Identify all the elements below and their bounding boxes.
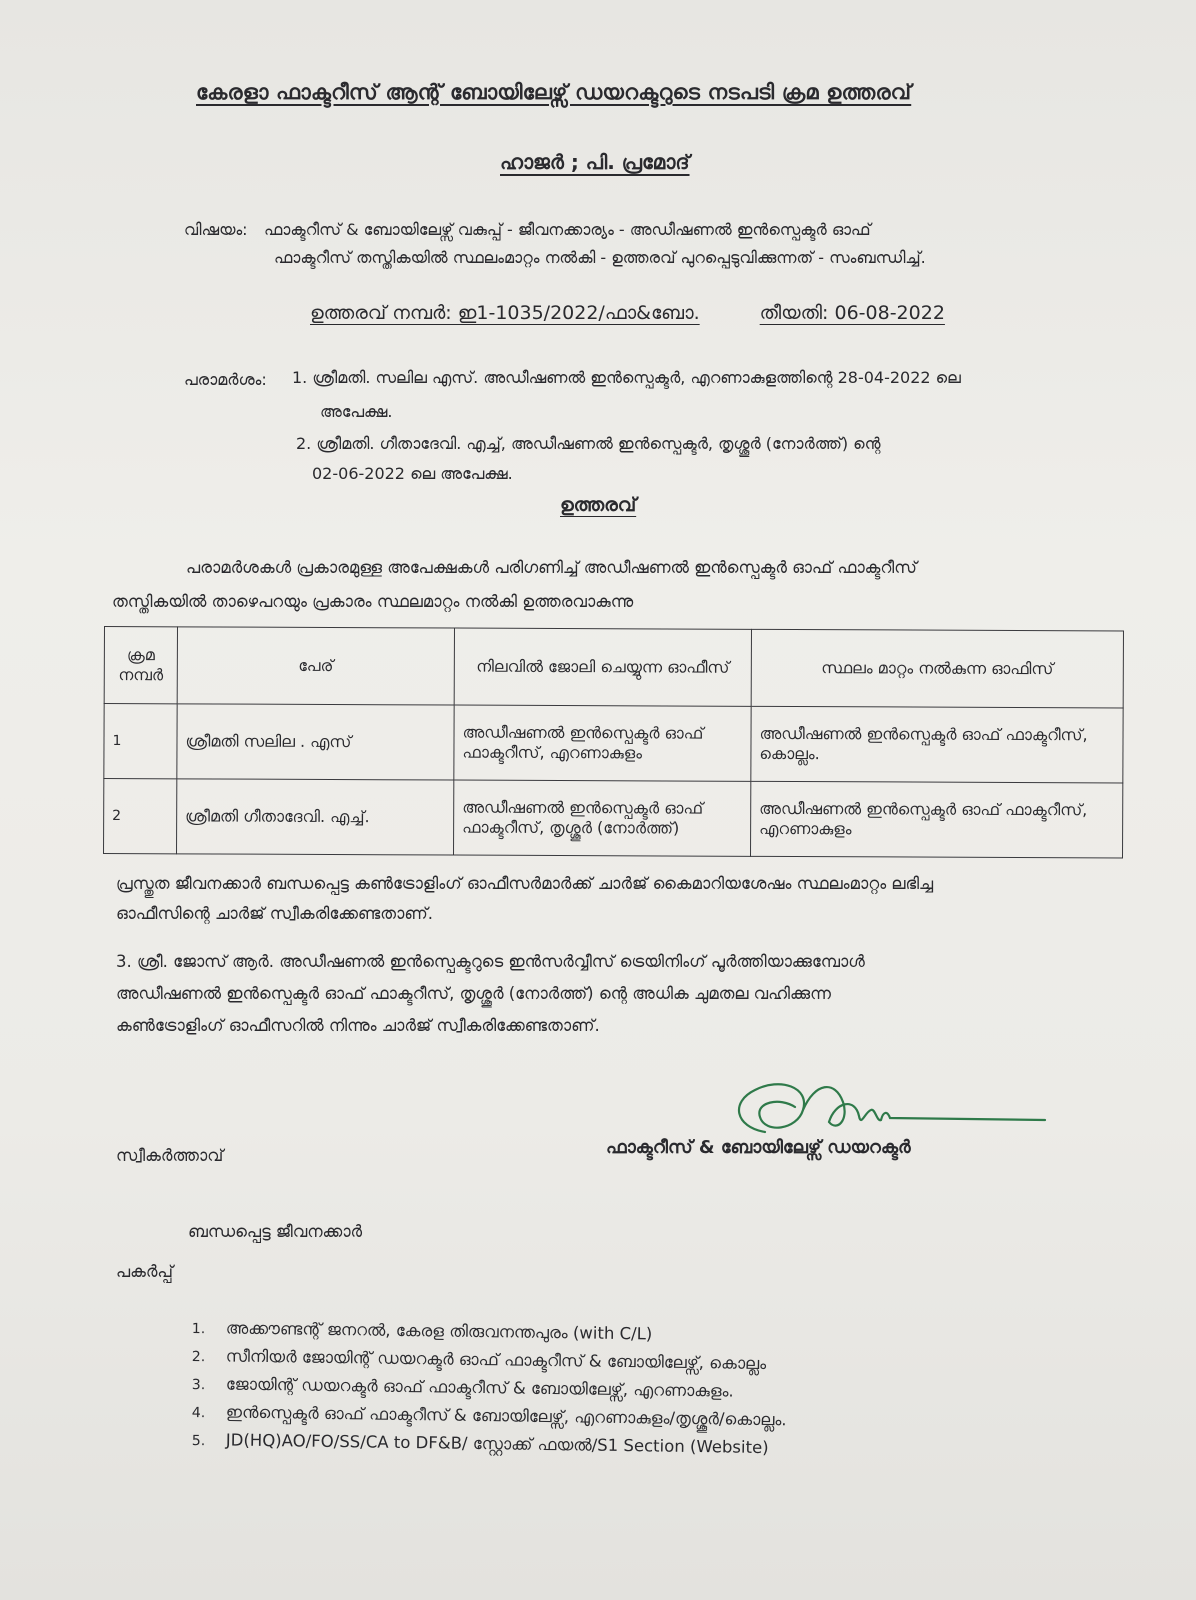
header-transfer-office: സ്ഥലം മാറ്റം നല്‍കുന്ന ഓഫിസ് xyxy=(751,629,1123,708)
header-current-office: നിലവില്‍ ജോലി ചെയ്യുന്ന ഓഫീസ് xyxy=(454,628,751,706)
reference-1-line-1: 1. ശ്രീമതി. സലില എസ്. അഡീഷണല്‍ ഇന്‍സ്പെക്ടര്‍, എറണാകുളത്തിന്റെ 28-04-2022 ലെ xyxy=(292,368,961,387)
document-title: കേരളാ ഫാക്ടറീസ് ആന്റ് ബോയിലേഴ്സ് ഡയറക്ടറുടെ നടപടി ക്രമ ഉത്തരവ് xyxy=(196,80,912,104)
table-row xyxy=(104,704,1123,783)
transfer-table xyxy=(103,626,1124,858)
row-name: ശ്രീമതി സലില . എസ് xyxy=(177,704,454,780)
order-number-line xyxy=(310,302,945,324)
para-3-line-2: അഡീഷണല്‍ ഇന്‍സ്പെക്ടര്‍ ഓഫ് ഫാക്ടറീസ്, തൃശ്ശൂര്‍ (നോര്‍ത്ത്) ന്റെ അധിക ചുമതല വഹിക്കുന്ന xyxy=(116,984,831,1003)
para-3-line-3: കണ്‍ട്രോളിംഗ് ഓഫീസറില്‍ നിന്നും ചാര്‍ജ് സ്വീകരിക്കേണ്ടതാണ്. xyxy=(116,1016,600,1035)
row-serial: 1 xyxy=(104,704,177,779)
row-current-office: അഡീഷണല്‍ ഇന്‍സ്പെക്ടര്‍ ഓഫ് ഫാക്ടറീസ്, എറണാകുളം xyxy=(454,705,751,781)
row-serial: 2 xyxy=(104,779,177,854)
header-serial: ക്രമ നമ്പര്‍ xyxy=(104,627,177,704)
row-transfer-office: അഡീഷണല്‍ ഇന്‍സ്പെക്ടര്‍ ഓഫ് ഫാക്ടറീസ്, എറണാകുളം xyxy=(751,781,1123,858)
table-header-row xyxy=(104,627,1123,708)
list-item: 4. ഇന്‍സ്പെക്ടര്‍ ഓഫ് ഫാക്ടറീസ് & ബോയിലേഴ്സ്, എറണാകുളം/തൃശ്ശൂര്‍/കൊല്ലം. xyxy=(191,1402,787,1430)
para-3-line-1: 3. ശ്രീ. ജോസ് ആര്‍. അഡീഷണല്‍ ഇന്‍സ്പെക്ടറുടെ ഇന്‍സര്‍വ്വീസ് ട്രെയിനിംഗ് പൂര്‍ത്തിയാക്കുമ്പോള്‍ xyxy=(116,952,865,971)
recipient-label: സ്വീകര്‍ത്താവ് xyxy=(116,1146,224,1165)
para-1-line-2: തസ്തികയില്‍ താഴെപറയും പ്രകാരം സ്ഥലമാറ്റം നല്‍കി ഉത്തരവാകുന്നു xyxy=(112,592,634,611)
table-row xyxy=(104,779,1123,858)
reference-2-line-2: 02-06-2022 ലെ അപേക്ഷ. xyxy=(312,464,513,483)
copy-label: പകര്‍പ്പ് xyxy=(116,1262,173,1281)
signatory-title: ഫാക്ടറീസ് & ബോയിലേഴ്സ് ഡയറക്ടര്‍ xyxy=(606,1137,911,1158)
para-1-line-1: പരാമര്‍ശകള്‍ പ്രകാരമുള്ള അപേക്ഷകള്‍ പരിഗണിച്ച് അഡീഷണല്‍ ഇന്‍സ്പെക്ടര്‍ ഓഫ് ഫാക്ടറീസ് xyxy=(186,558,917,577)
row-name: ശ്രീമതി ഗീതാദേവി. എച്ച്. xyxy=(177,779,454,855)
row-transfer-office: അഡീഷണല്‍ ഇന്‍സ്പെക്ടര്‍ ഓഫ് ഫാക്ടറീസ്, കൊല്ലം. xyxy=(751,706,1123,783)
list-item: 1. അക്കൗണ്ടന്റ് ജനറല്‍, കേരള തിരുവനന്തപുരം (with C/L) xyxy=(191,1318,653,1344)
subject-line-1: ഫാക്ടറീസ് & ബോയിലേഴ്സ് വകുപ്പ് - ജീവനക്കാര്യം - അഡീഷണല്‍ ഇന്‍സ്പെക്ടര്‍ ഓഫ് xyxy=(264,220,871,239)
reference-2-line-1: 2. ശ്രീമതി. ഗീതാദേവി. എച്ച്, അഡീഷണല്‍ ഇന്‍സ്പെക്ടര്‍, തൃശ്ശൂര്‍ (നോര്‍ത്ത്) ന്റെ xyxy=(296,434,881,453)
row-current-office: അഡീഷണല്‍ ഇന്‍സ്പെക്ടര്‍ ഓഫ് ഫാക്ടറീസ്, തൃശ്ശൂര്‍ (നോര്‍ത്ത്) xyxy=(454,780,751,856)
present-officer: ഹാജര്‍ ; പി. പ്രമോദ് xyxy=(500,150,690,174)
reference-1-line-2: അപേക്ഷ. xyxy=(320,402,393,421)
list-item: 2. സീനിയര്‍ ജോയിന്റ് ഡയറക്ടര്‍ ഓഫ് ഫാക്ടറീസ് & ബോയിലേഴ്സ്, കൊല്ലം xyxy=(191,1346,767,1374)
subject-line-2: ഫാക്ടറീസ് തസ്തികയില്‍ സ്ഥലംമാറ്റം നല്‍കി - ഉത്തരവ് പുറപ്പെടുവിക്കുന്നത് - സംബന്ധിച്ച്. xyxy=(274,248,926,267)
order-heading: ഉത്തരവ് xyxy=(560,494,637,516)
para-2-line-1: പ്രസ്തുത ജീവനക്കാര്‍ ബന്ധപ്പെട്ട കണ്‍ട്രോളിംഗ് ഓഫീസര്‍മാര്‍ക്ക് ചാര്‍ജ് കൈമാറിയശേഷം സ്ഥലംമാറ്റം ലഭിച്ച xyxy=(116,874,934,893)
reference-label: പരാമര്‍ശം: xyxy=(184,370,267,389)
recipient: ബന്ധപ്പെട്ട ജീവനക്കാര്‍ xyxy=(188,1222,363,1241)
subject-label: വിഷയം: xyxy=(184,220,248,239)
order-date: തീയതി: 06-08-2022 xyxy=(759,302,945,324)
header-name: പേര് xyxy=(177,627,454,705)
list-item: 3. ജോയിന്റ് ഡയറക്ടര്‍ ഓഫ് ഫാക്ടറീസ് & ബോയിലേഴ്സ്, എറണാകുളം. xyxy=(191,1374,734,1401)
list-item: 5. JD(HQ)AO/FO/SS/CA to DF&B/ സ്റ്റോക്ക് ഫയല്‍/S1 Section (Website) xyxy=(191,1430,769,1458)
para-2-line-2: ഓഫീസിന്റെ ചാര്‍ജ് സ്വീകരിക്കേണ്ടതാണ്. xyxy=(116,904,433,923)
order-number: ഉത്തരവ് നമ്പര്‍: ഇ1-1035/2022/ഫാ&ബോ. xyxy=(310,302,700,324)
